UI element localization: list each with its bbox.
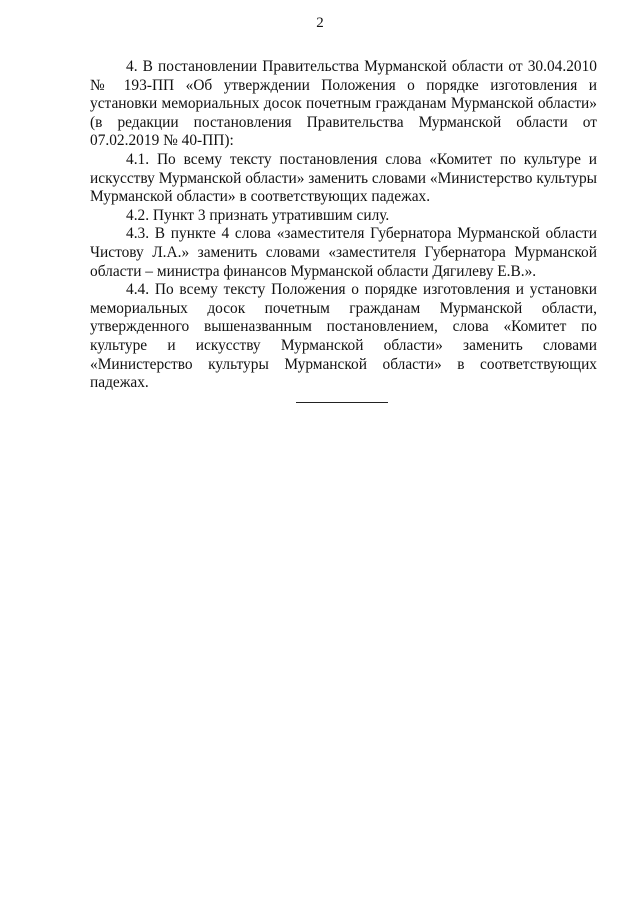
paragraph-4-2: 4.2. Пункт 3 признать утратившим силу. — [126, 206, 390, 224]
document-body — [90, 58, 597, 393]
paragraph-4-1: 4.1. По всему тексту постановления слова «Комитет по культуре и искусству Мурманской области» заменить словами «Министерство культуры Мурманской области» в соответствующих падежах. — [90, 150, 597, 206]
paragraph-4-3: 4.3. В пункте 4 слова «заместителя Губернатора Мурманской области Чистову Л.А.» заменить словами «заместителя Губернатора Мурманской области – министра финансов Мурманской области Дягилеву Е.В.». — [90, 225, 597, 280]
page-number: 2 — [316, 15, 324, 31]
paragraph-4: 4. В постановлении Правительства Мурманской области от 30.04.2010 № 193-ПП «Об утверждении Положения о порядке изготовления и установки мемориальных досок почетным гражданам Мурманской области» (в редакции постановления Правительства Мурманской области от 07.02.2019 № 40-ПП): — [90, 58, 597, 150]
paragraph-4-4: 4.4. По всему тексту Положения о порядке изготовления и установки мемориальных досок почетным гражданам Мурманской области, утвержденного вышеназванным постановлением, слова «Комитет по культуре и искусству Мурманской области» заменить словами «Министерство культуры Мурманской области» в соответствующих падежах. — [90, 281, 597, 392]
end-of-document-rule — [296, 402, 388, 403]
